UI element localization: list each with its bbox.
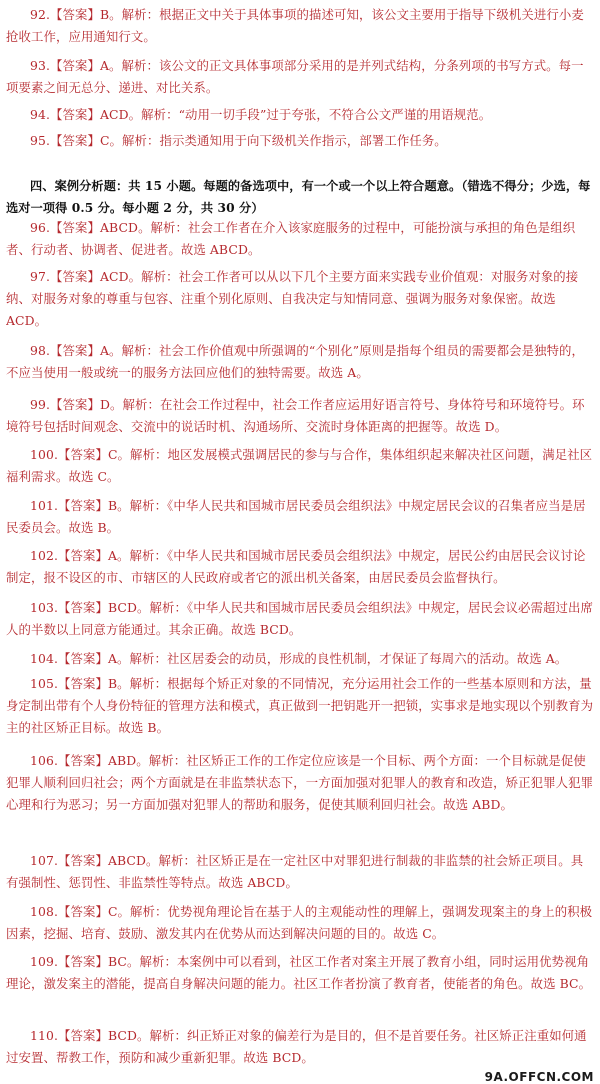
answer-q105: 105.【答案】B。解析：根据每个矫正对象的不同情况，充分运用社会工作的一些基本原则和方法，量身定制出带有个人身份特征的管理方法和模式，真正做到一把钥匙开一把锁，实事求是地实现以个别教育为主的社区矫正目标。故选 B。	[6, 676, 594, 735]
answer-q99: 99.【答案】D。解析：在社会工作过程中，社会工作者应运用好语言符号、身体符号和环境符号。环境符号包括时间观念、交流中的说话时机、沟通场所、交流时身体距离的把握等。故选 D。	[6, 397, 585, 434]
site-watermark: 9A.OFFCN.COM	[484, 1070, 594, 1084]
answer-q106: 106.【答案】ABD。解析：社区矫正工作的工作定位应该是一个目标、两个方面：一个目标就是促使犯罪人顺利回归社会；两个方面就是在非监禁状态下，一方面加强对犯罪人的教育和改造，矫正犯罪人犯罪心理和行为恶习；另一方面加强对犯罪人的帮助和服务，促使其顺利回归社会。故选 ABD。	[6, 753, 594, 812]
answer-q108: 108.【答案】C。解析：优势视角理论旨在基于人的主观能动性的理解上，强调发现案主的身上的积极因素，挖掘、培育、鼓励、激发其内在优势从而达到解决问题的目的。故选 C。	[6, 904, 593, 941]
answer-q96: 96.【答案】ABCD。解析：社会工作者在介入该家庭服务的过程中，可能扮演与承担的角色是组织者、行动者、协调者、促进者。故选 ABCD。	[6, 220, 576, 257]
answer-q102: 102.【答案】A。解析：《中华人民共和国城市居民委员会组织法》中规定，居民公约由居民会议讨论制定，报不设区的市、市辖区的人民政府或者它的派出机关备案，由居民委员会监督执行。	[6, 548, 586, 585]
answer-q109: 109.【答案】BC。解析：本案例中可以看到，社区工作者对案主开展了教育小组，同时运用优势视角理论，激发案主的潜能，提高自身解决问题的能力。社区工作者扮演了教育者，使能者的角色。故选 BC。	[6, 954, 592, 991]
answer-q110: 110.【答案】BCD。解析：纠正矫正对象的偏差行为是目的，但不是首要任务。社区矫正注重如何通过安置、帮教工作，预防和减少重新犯罪。故选 BCD。	[6, 1028, 587, 1065]
answer-q104: 104.【答案】A。解析：社区居委会的动员，形成的良性机制，才保证了每周六的活动。故选 A。	[30, 651, 568, 666]
answer-q107: 107.【答案】ABCD。解析：社区矫正是在一定社区中对罪犯进行制裁的非监禁的社会矫正项目。具有强制性、惩罚性、非监禁性等特点。故选 ABCD。	[6, 853, 584, 890]
answer-q93: 93.【答案】A。解析：该公文的正文具体事项部分采用的是并列式结构，分条列项的书写方式。每一项要素之间无总分、递进、对比关系。	[6, 58, 584, 95]
answer-q97: 97.【答案】ACD。解析：社会工作者可以从以下几个主要方面来实践专业价值观：对服务对象的接纳、对服务对象的尊重与包容、注重个别化原则、自我决定与知情同意、强调为服务对象保密。故选 ACD。	[6, 269, 579, 328]
answer-q94: 94.【答案】ACD。解析：“动用一切手段”过于夸张，不符合公文严谨的用语规范。	[30, 107, 492, 122]
section-heading-case-analysis: 四、案例分析题：共 15 小题。每题的备选项中，有一个或一个以上符合题意。（错选不得分；少选，每选对一项得 0.5 分。每小题 2 分，共 30 分）	[6, 179, 591, 215]
answer-q101: 101.【答案】B。解析：《中华人民共和国城市居民委员会组织法》中规定居民会议的召集者应当是居民委员会。故选 B。	[6, 498, 586, 535]
answer-q103: 103.【答案】BCD。解析：《中华人民共和国城市居民委员会组织法》中规定，居民会议必需超过出席人的半数以上同意方能通过。其余正确。故选 BCD。	[6, 600, 593, 637]
answer-q98: 98.【答案】A。解析：社会工作价值观中所强调的“个别化”原则是指每个组员的需要都会是独特的，不应当使用一般或统一的服务方法回应他们的独特需要。故选 A。	[6, 343, 585, 380]
answer-q100: 100.【答案】C。解析：地区发展模式强调居民的参与与合作，集体组织起来解决社区问题，满足社区福利需求。故选 C。	[6, 447, 593, 484]
answer-q92: 92.【答案】B。解析：根据正文中关于具体事项的描述可知，该公文主要用于指导下级机关进行小麦抢收工作，应用通知行文。	[6, 7, 584, 44]
answer-q95: 95.【答案】C。解析：指示类通知用于向下级机关作指示，部署工作任务。	[30, 133, 447, 148]
